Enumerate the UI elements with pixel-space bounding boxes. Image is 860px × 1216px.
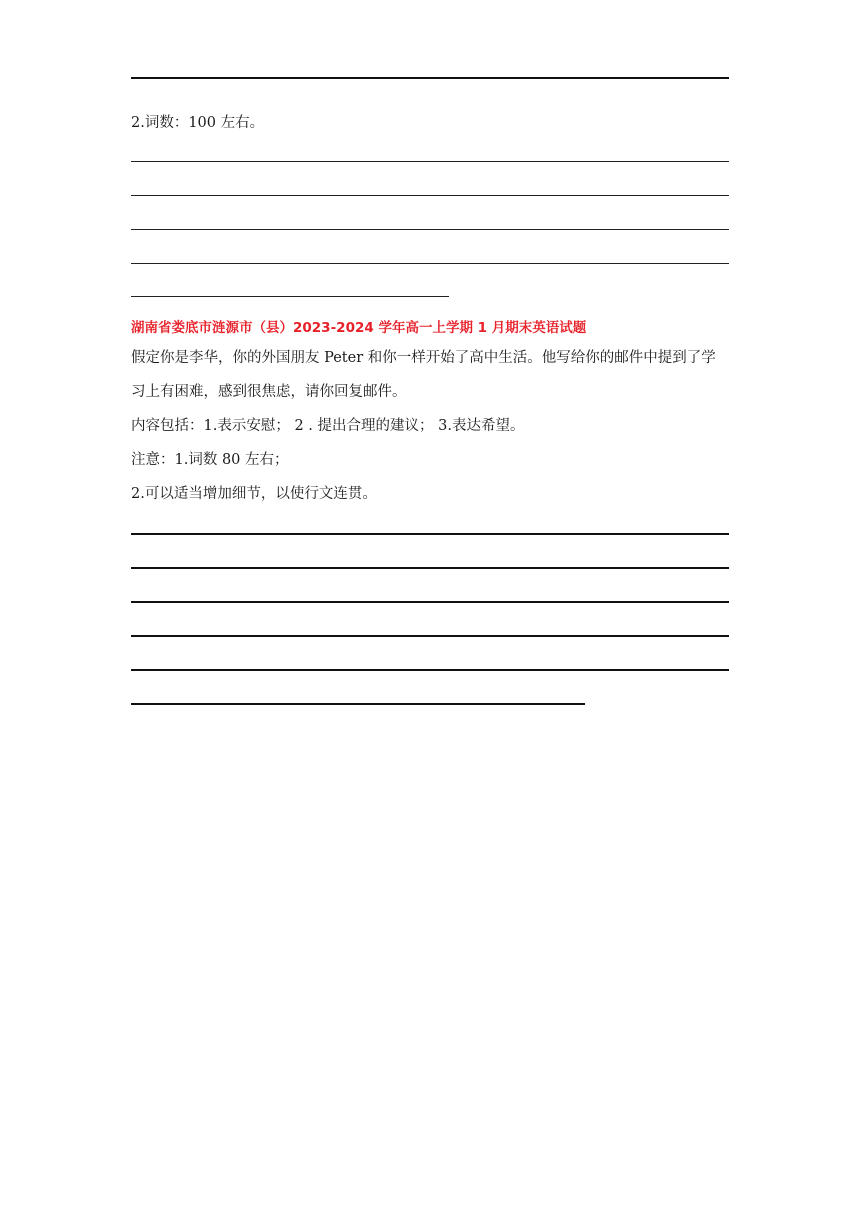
answer-line xyxy=(131,263,729,264)
answer-line xyxy=(131,703,585,705)
answer-line xyxy=(131,229,729,230)
word-count-note: 2.词数：100 左右。 xyxy=(131,115,265,131)
note-line: 注意：1.词数 80 左右； xyxy=(131,452,289,468)
answer-line xyxy=(131,195,729,196)
content-requirements: 内容包括：1.表示安慰； 2 . 提出合理的建议； 3.表达希望。 xyxy=(131,418,525,434)
prompt-line: 习上有困难，感到很焦虑，请你回复邮件。 xyxy=(131,384,407,400)
answer-line xyxy=(131,669,729,671)
prompt-line: 假定你是李华，你的外国朋友 Peter 和你一样开始了高中生活。他写给你的邮件中提到了学 xyxy=(131,350,716,366)
answer-line xyxy=(131,296,449,297)
answer-line xyxy=(131,533,729,535)
note-line: 2.可以适当增加细节，以使行文连贯。 xyxy=(131,486,377,502)
answer-line xyxy=(131,635,729,637)
answer-line xyxy=(131,601,729,603)
exam-title: 湖南省娄底市涟源市（县）2023-2024 学年高一上学期 1 月期末英语试题 xyxy=(131,320,587,336)
answer-line xyxy=(131,161,729,162)
answer-line xyxy=(131,77,729,79)
answer-line xyxy=(131,567,729,569)
